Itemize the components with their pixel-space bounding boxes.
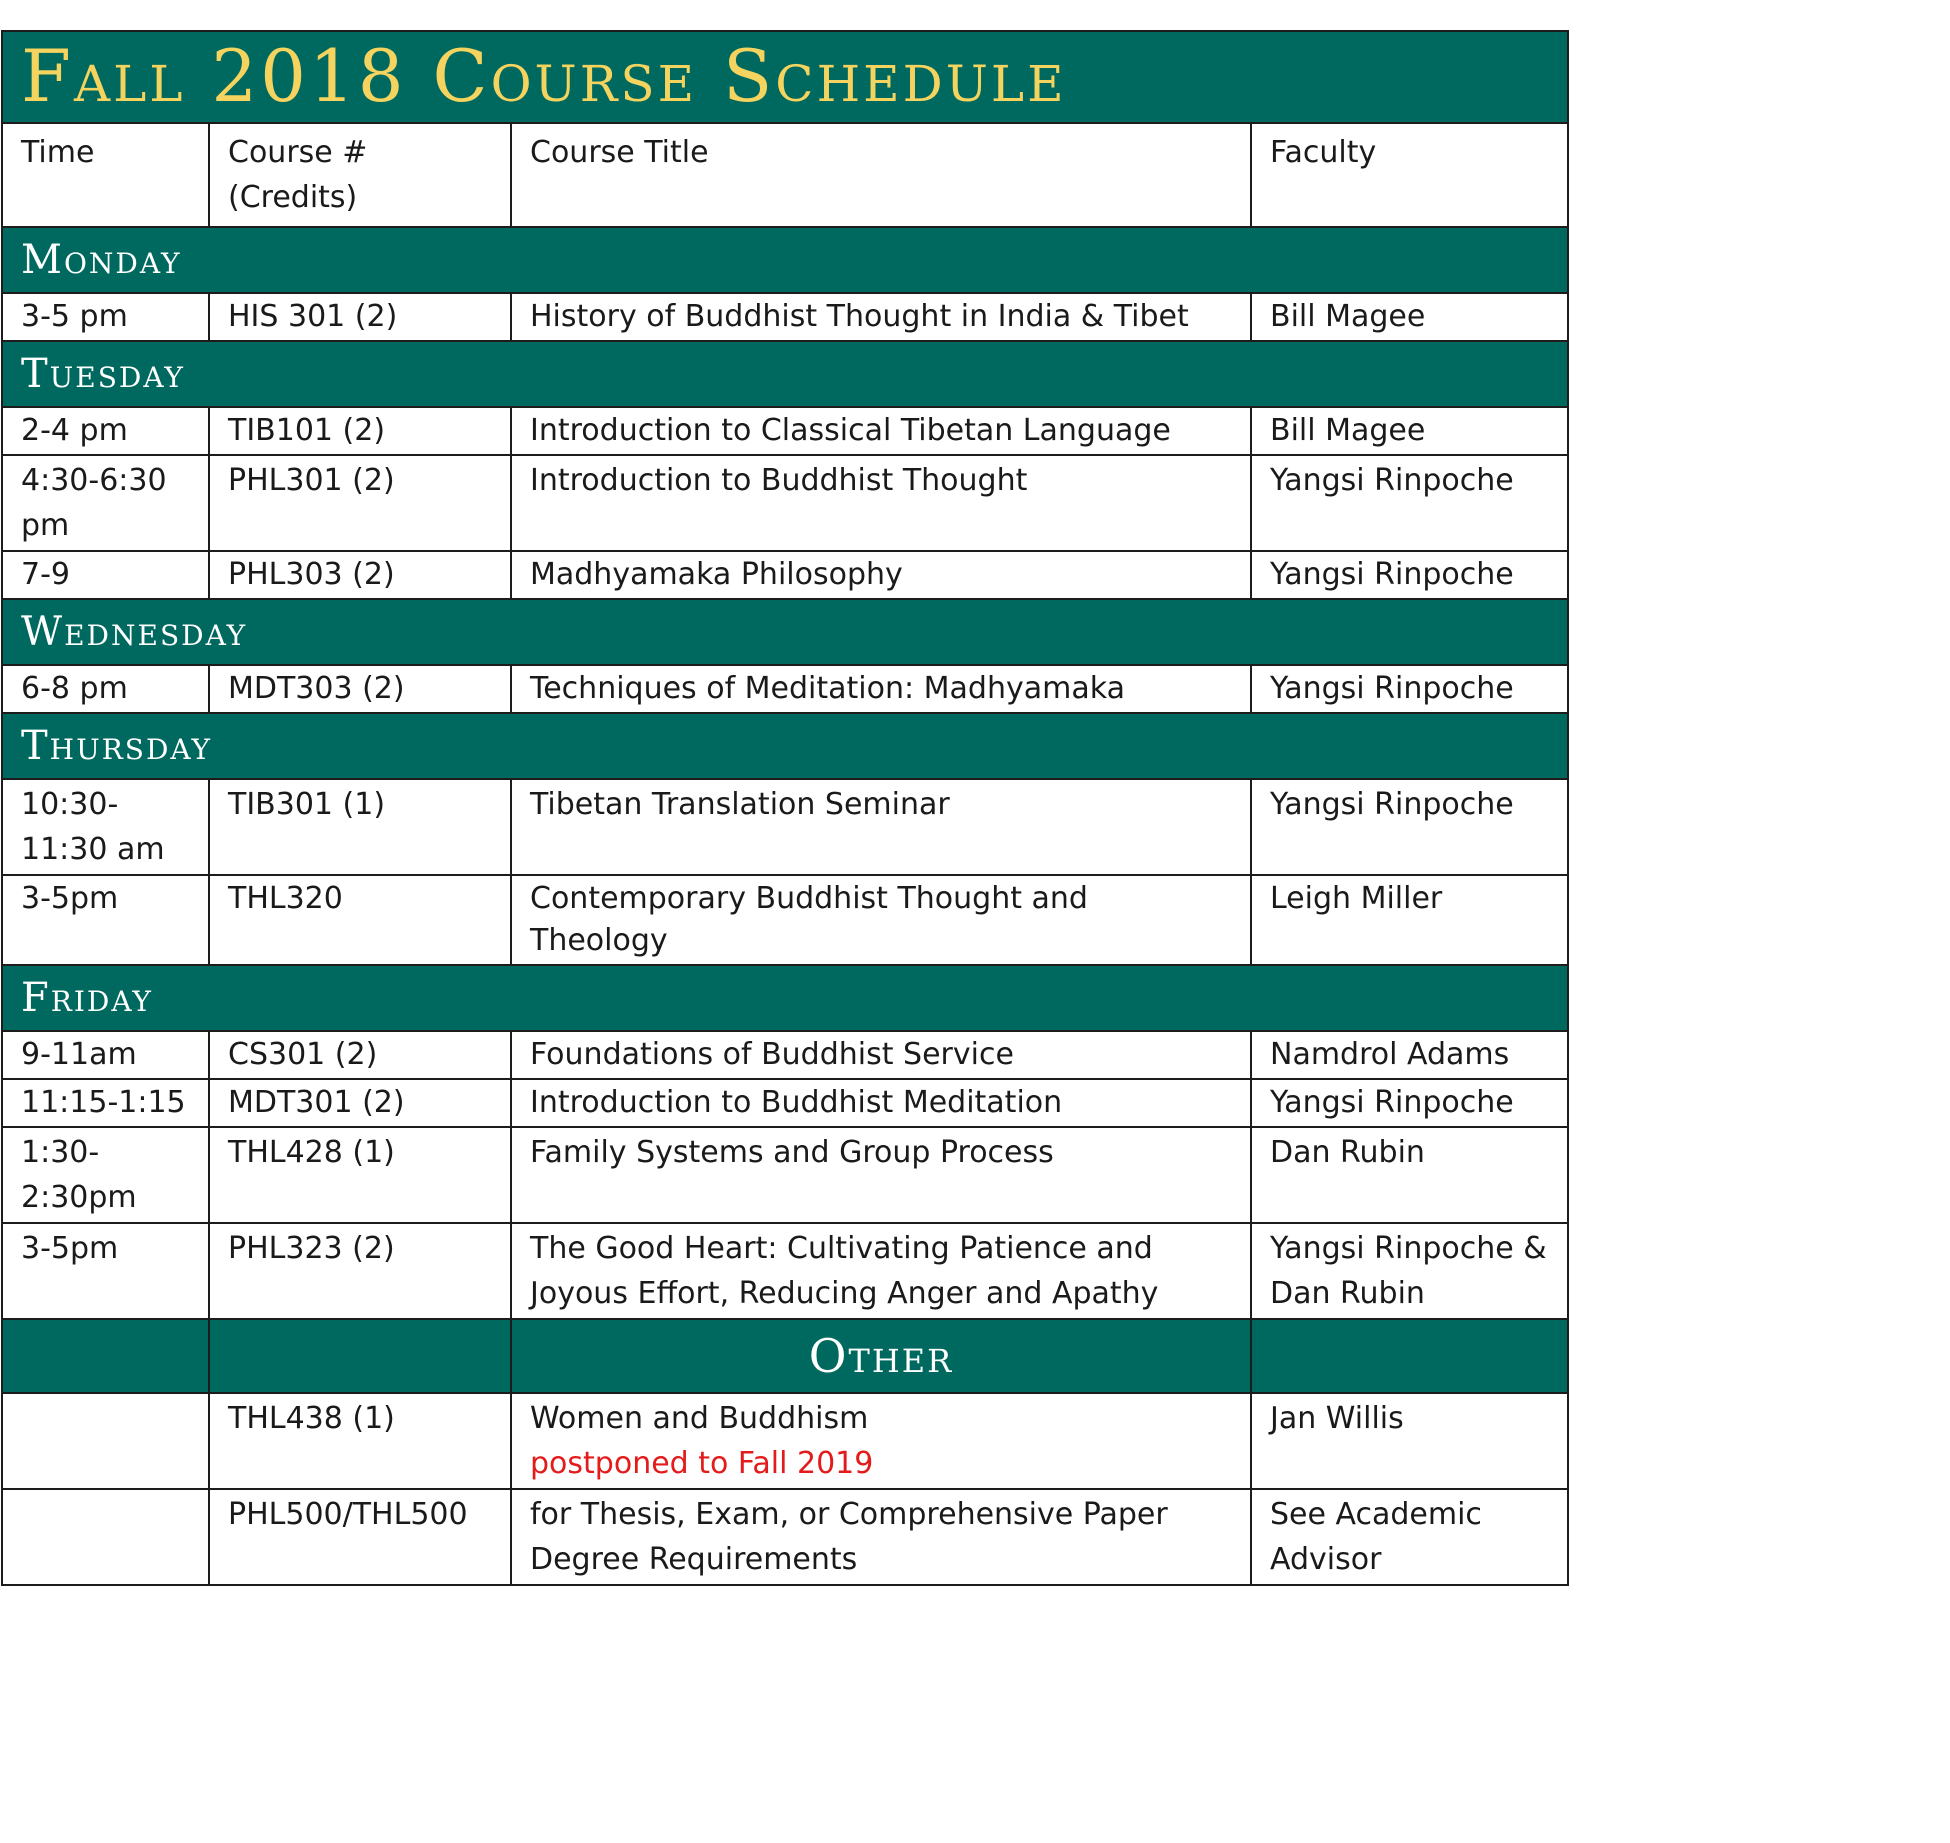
- day-label-monday: Monday: [21, 237, 182, 283]
- cell-time: 4:30-6:30 pm: [2, 455, 209, 551]
- title-row: [2, 31, 1568, 123]
- cell-title: for Thesis, Exam, or Comprehensive Paper Degree Requirements: [511, 1489, 1251, 1585]
- cell-title: Contemporary Buddhist Thought and Theology: [511, 875, 1251, 965]
- cell-time: 3-5 pm: [2, 293, 209, 341]
- cell-time: 7-9: [2, 551, 209, 599]
- cell-time: [2, 1489, 209, 1585]
- column-header-faculty: Faculty: [1251, 123, 1568, 227]
- cell-faculty: Yangsi Rinpoche: [1251, 1079, 1568, 1127]
- cell-course: PHL323 (2): [209, 1223, 511, 1319]
- table-row: [2, 455, 1568, 551]
- day-header-friday: [2, 965, 1568, 1031]
- day-label-tuesday: Tuesday: [21, 351, 185, 397]
- cell-faculty: Yangsi Rinpoche & Dan Rubin: [1251, 1223, 1568, 1319]
- day-header-other: [2, 1319, 1568, 1393]
- cell-course: MDT303 (2): [209, 665, 511, 713]
- column-header-course-line2: (Credits): [228, 180, 358, 215]
- day-label-thursday: Thursday: [21, 723, 212, 769]
- cell-faculty: Dan Rubin: [1251, 1127, 1568, 1223]
- table-row: [2, 551, 1568, 599]
- cell-faculty: See Academic Advisor: [1251, 1489, 1568, 1585]
- cell-faculty: Bill Magee: [1251, 293, 1568, 341]
- cell-title: Techniques of Meditation: Madhyamaka: [511, 665, 1251, 713]
- table-row: [2, 1393, 1568, 1489]
- cell-course: MDT301 (2): [209, 1079, 511, 1127]
- cell-title: Introduction to Buddhist Thought: [511, 455, 1251, 551]
- cell-faculty: Jan Willis: [1251, 1393, 1568, 1489]
- cell-title: History of Buddhist Thought in India & Tibet: [511, 293, 1251, 341]
- cell-time: 1:30-2:30pm: [2, 1127, 209, 1223]
- cell-time: 11:15-1:15: [2, 1079, 209, 1127]
- column-header-course: [209, 123, 511, 227]
- cell-course: TIB301 (1): [209, 779, 511, 875]
- cell-title: Foundations of Buddhist Service: [511, 1031, 1251, 1079]
- cell-course: THL428 (1): [209, 1127, 511, 1223]
- day-label-wednesday: Wednesday: [21, 609, 248, 655]
- table-row: [2, 875, 1568, 965]
- column-header-course-line1: Course #: [228, 135, 368, 170]
- cell-course: HIS 301 (2): [209, 293, 511, 341]
- day-header-monday: [2, 227, 1568, 293]
- cell-course: PHL303 (2): [209, 551, 511, 599]
- course-schedule-table: [1, 30, 1569, 1586]
- cell-title: Introduction to Classical Tibetan Language: [511, 407, 1251, 455]
- cell-course: TIB101 (2): [209, 407, 511, 455]
- cell-course: THL438 (1): [209, 1393, 511, 1489]
- cell-time: [2, 1393, 209, 1489]
- cell-course: CS301 (2): [209, 1031, 511, 1079]
- cell-course: PHL301 (2): [209, 455, 511, 551]
- day-label-other: Other: [808, 1329, 954, 1383]
- cell-title: Tibetan Translation Seminar: [511, 779, 1251, 875]
- cell-faculty: Leigh Miller: [1251, 875, 1568, 965]
- cell-faculty: Yangsi Rinpoche: [1251, 665, 1568, 713]
- column-header-time: Time: [2, 123, 209, 227]
- table-row: [2, 1489, 1568, 1585]
- cell-title: Madhyamaka Philosophy: [511, 551, 1251, 599]
- table-row: [2, 293, 1568, 341]
- table-row: [2, 1079, 1568, 1127]
- day-header-tuesday: [2, 341, 1568, 407]
- column-header-title: Course Title: [511, 123, 1251, 227]
- table-row: [2, 665, 1568, 713]
- cell-time: 2-4 pm: [2, 407, 209, 455]
- cell-course: THL320: [209, 875, 511, 965]
- cell-faculty: Bill Magee: [1251, 407, 1568, 455]
- cell-time: 10:30-11:30 am: [2, 779, 209, 875]
- course-title-text: Women and Buddhism: [530, 1401, 869, 1436]
- table-row: [2, 407, 1568, 455]
- cell-faculty: Yangsi Rinpoche: [1251, 551, 1568, 599]
- column-header-row: [2, 123, 1568, 227]
- page-title: Fall 2018 Course Schedule: [21, 34, 1067, 118]
- cell-time: 9-11am: [2, 1031, 209, 1079]
- table-row: [2, 779, 1568, 875]
- day-header-wednesday: [2, 599, 1568, 665]
- cell-title: Introduction to Buddhist Meditation: [511, 1079, 1251, 1127]
- cell-faculty: Namdrol Adams: [1251, 1031, 1568, 1079]
- cell-title: [511, 1393, 1251, 1489]
- cell-time: 6-8 pm: [2, 665, 209, 713]
- postponed-note: postponed to Fall 2019: [530, 1446, 874, 1481]
- cell-time: 3-5pm: [2, 875, 209, 965]
- title-cell: [2, 31, 1568, 123]
- table-row: [2, 1127, 1568, 1223]
- cell-faculty: Yangsi Rinpoche: [1251, 779, 1568, 875]
- day-label-friday: Friday: [21, 975, 153, 1021]
- cell-course: PHL500/THL500: [209, 1489, 511, 1585]
- cell-title: The Good Heart: Cultivating Patience and Joyous Effort, Reducing Anger and Apathy: [511, 1223, 1251, 1319]
- table-row: [2, 1031, 1568, 1079]
- cell-title: Family Systems and Group Process: [511, 1127, 1251, 1223]
- day-header-thursday: [2, 713, 1568, 779]
- table-row: [2, 1223, 1568, 1319]
- cell-time: 3-5pm: [2, 1223, 209, 1319]
- cell-faculty: Yangsi Rinpoche: [1251, 455, 1568, 551]
